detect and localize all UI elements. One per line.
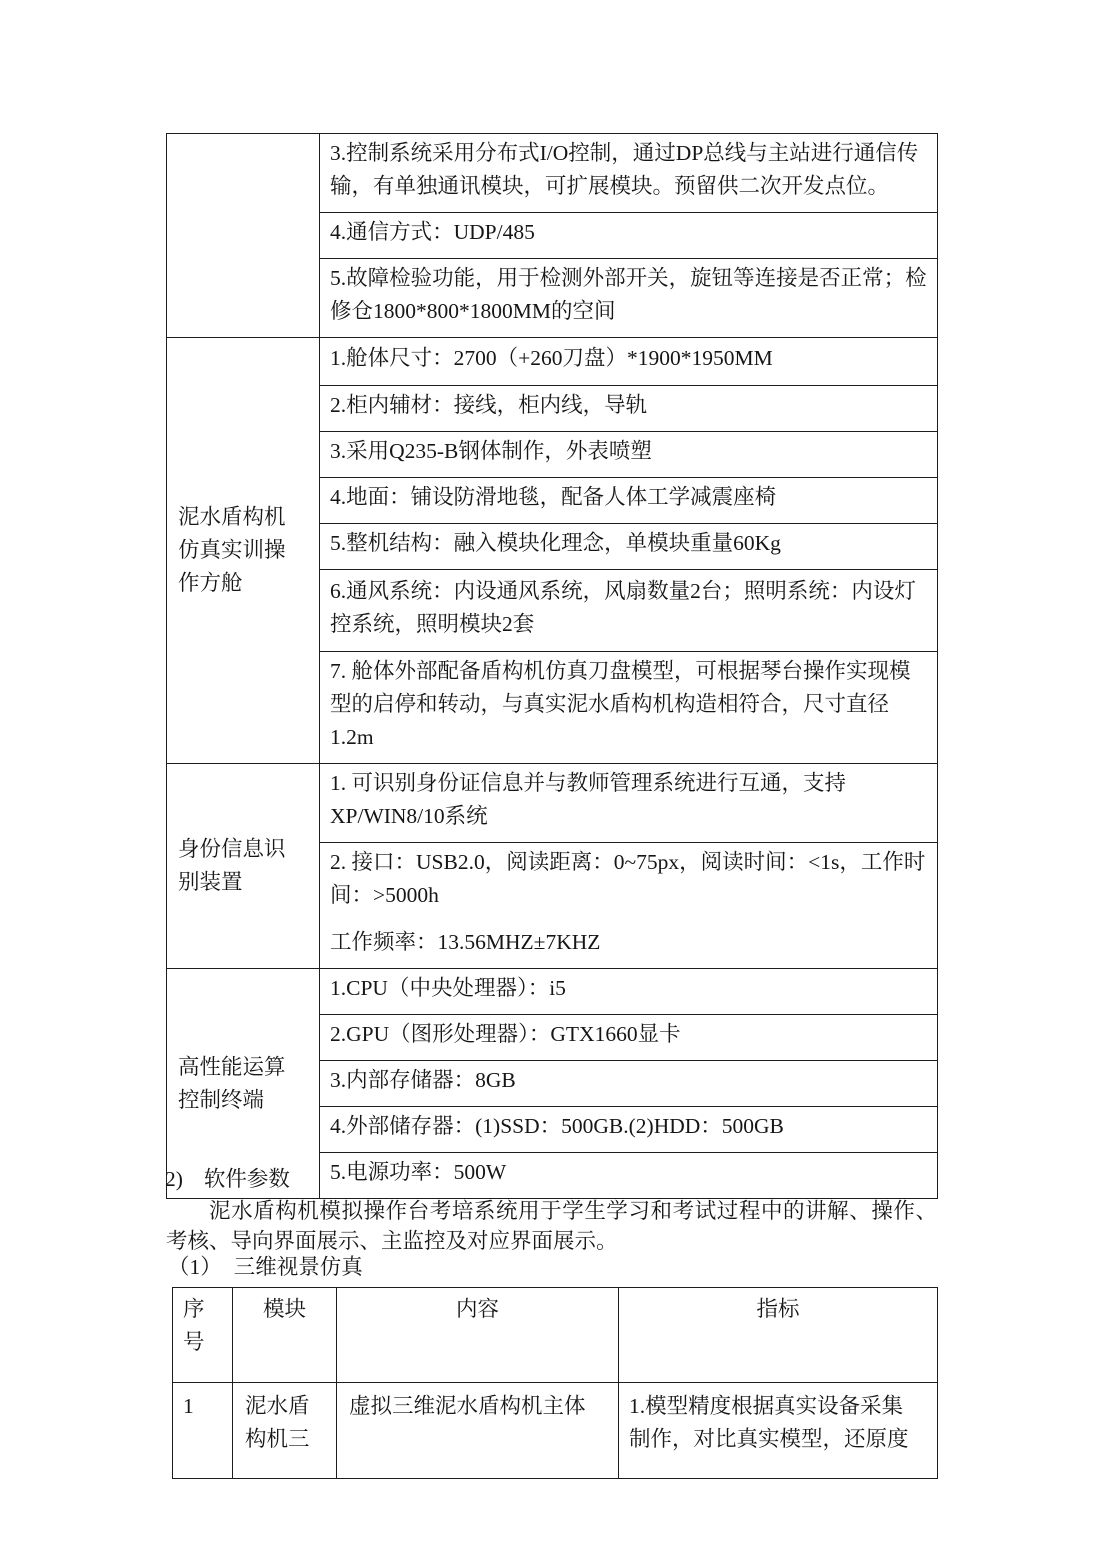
spec-section-label-cabin: 泥水盾构机仿真实训操作方舱 — [167, 338, 320, 764]
spec-item: 3.内部存储器：8GB — [320, 1061, 938, 1107]
spec-item: 4.地面：铺设防滑地毯，配备人体工学减震座椅 — [320, 478, 938, 524]
spec-table — [166, 133, 938, 1199]
spec-item: 4.外部储存器：(1)SSD：500GB.(2)HDD：500GB — [320, 1107, 938, 1153]
table-row — [167, 969, 938, 1015]
spec-item-paragraph: 工作频率：13.56MHZ±7KHZ — [330, 930, 601, 954]
col-header-content: 内容 — [337, 1288, 619, 1383]
spec-item: 1.CPU（中央处理器）：i5 — [320, 969, 938, 1015]
spec-item: 6.通风系统：内设通风系统，风扇数量2台；照明系统：内设灯控系统，照明模块2套 — [320, 570, 938, 652]
spec-item: 5.整机结构：融入模块化理念，单模块重量60Kg — [320, 524, 938, 570]
spec-section-label-id-device: 身份信息识别装置 — [167, 764, 320, 969]
module-row-indicator: 1.模型精度根据真实设备采集制作，对比真实模型，还原度 — [619, 1383, 938, 1479]
spec-item: 3.控制系统采用分布式I/O控制，通过DP总线与主站进行通信传输，有单独通讯模块，可扩展模块。预留供二次开发点位。 — [320, 134, 938, 213]
subsection-title: 三维视景仿真 — [233, 1255, 363, 1279]
spec-item: 3.采用Q235-B钢体制作，外表喷塑 — [320, 432, 938, 478]
col-header-indicator: 指标 — [619, 1288, 938, 1383]
module-row-no: 1 — [173, 1383, 233, 1479]
spec-item: 4.通信方式：UDP/485 — [320, 213, 938, 259]
col-header-no: 序号 — [173, 1288, 233, 1383]
spec-item — [320, 843, 938, 969]
table-header-row — [173, 1288, 938, 1383]
spec-item-paragraph: 2. 接口：USB2.0，阅读距离：0~75px，阅读时间：<1s，工作时间：>5000h — [330, 850, 926, 907]
software-params-heading — [165, 1164, 290, 1194]
software-intro-paragraph: 泥水盾构机模拟操作台考培系统用于学生学习和考试过程中的讲解、操作、考核、导向界面展示、主监控及对应界面展示。 — [166, 1199, 937, 1253]
module-table — [172, 1287, 938, 1479]
table-row — [167, 338, 938, 386]
table-row — [167, 764, 938, 843]
col-header-module: 模块 — [233, 1288, 337, 1383]
spec-item: 5.故障检验功能，用于检测外部开关，旋钮等连接是否正常；检修仓1800*800*1800MM的空间 — [320, 259, 938, 338]
module-row-module: 泥水盾构机三 — [233, 1383, 337, 1479]
spec-section-label-terminal: 高性能运算控制终端 — [167, 969, 320, 1199]
spec-item: 2.GPU（图形处理器）：GTX1660显卡 — [320, 1015, 938, 1061]
subsection-number: （1） — [168, 1255, 222, 1279]
spec-item: 5.电源功率：500W — [320, 1153, 938, 1199]
spec-item: 7. 舱体外部配备盾构机仿真刀盘模型，可根据琴台操作实现模型的启停和转动，与真实泥水盾构机构造相符合，尺寸直径1.2m — [320, 652, 938, 764]
table-row — [173, 1383, 938, 1479]
spec-section-label-blank — [167, 134, 320, 338]
heading-text: 软件参数 — [203, 1167, 290, 1191]
spec-item: 1. 可识别身份证信息并与教师管理系统进行互通，支持XP/WIN8/10系统 — [320, 764, 938, 843]
spec-item: 2.柜内辅材：接线，柜内线，导轨 — [320, 386, 938, 432]
module-row-content: 虚拟三维泥水盾构机主体 — [337, 1383, 619, 1479]
subsection-heading — [168, 1252, 363, 1282]
table-row — [167, 134, 938, 213]
spec-item: 1.舱体尺寸：2700（+260刀盘）*1900*1950MM — [320, 338, 938, 386]
heading-number: 2) — [165, 1167, 183, 1191]
